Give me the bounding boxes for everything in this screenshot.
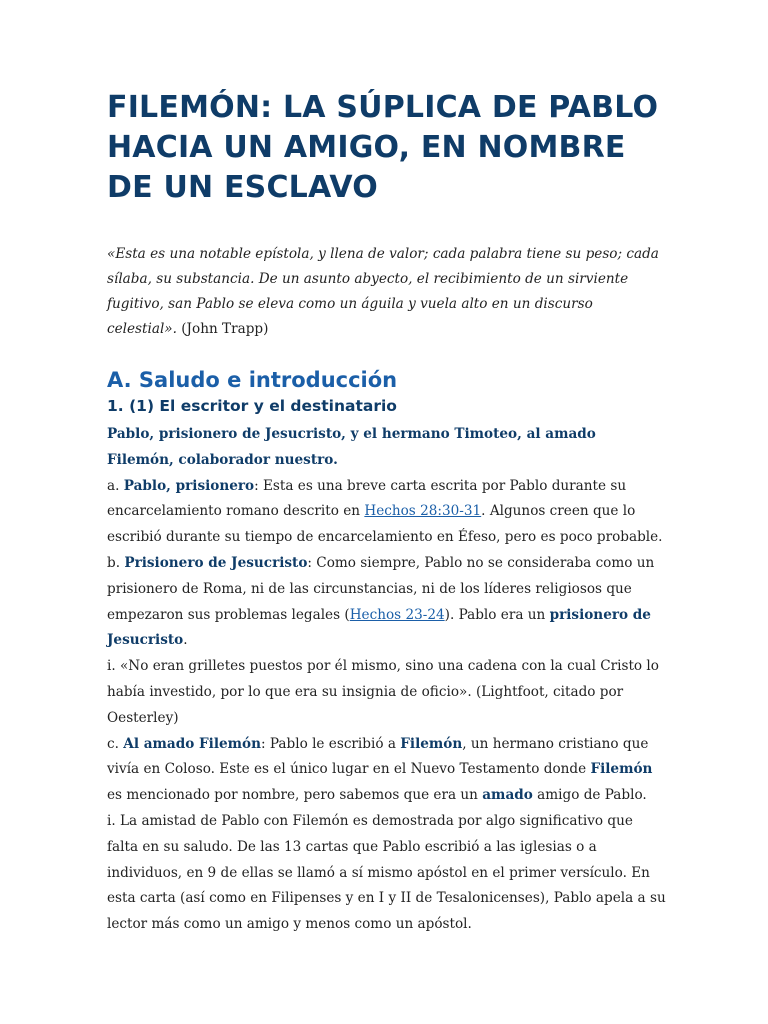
paragraph-a — [107, 474, 667, 551]
paragraph-a-text-2: . Algunos creen que lo escribió durante su tiempo de encarcelamiento en Éfeso, pero es poco probable. — [107, 503, 663, 546]
paragraph-c-text-1: : Pablo le escribió a — [260, 735, 401, 752]
quote-attribution: (John Trapp) — [176, 321, 269, 337]
paragraph-b-highlight-2: prisionero de Jesucristo — [107, 606, 651, 649]
paragraph-c-text-3: es mencionado por nombre, pero sabemos que era un — [107, 787, 483, 804]
section-heading: A. Saludo e introducción — [107, 368, 398, 392]
paragraph-c-highlight-2: Filemón — [400, 735, 463, 752]
paragraph-a-prefix: a. — [107, 477, 124, 494]
paragraph-a-text-1: : Esta es una breve carta escrita por Pablo durante su encarcelamiento romano descrito en — [107, 477, 627, 520]
paragraph-a-highlight: Pablo, prisionero — [123, 477, 255, 494]
paragraph-b-text-1: : Como siempre, Pablo no se consideraba como un prisionero de Roma, ni de las circunstancias, ni de los líderes religiosos que empezaron sus problemas legales ( — [107, 554, 655, 623]
scripture-verse: Pablo, prisionero de Jesucristo, y el hermano Timoteo, al amado Filemón, colaborador nuestro. — [107, 426, 596, 468]
paragraph-b-prefix: b. — [107, 554, 125, 571]
paragraph-b-text-3: . — [183, 632, 188, 649]
paragraph-c-text-4: amigo de Pablo. — [532, 787, 647, 804]
epigraph-quote — [107, 242, 667, 342]
paragraph-c — [107, 732, 667, 809]
subsection-heading: 1. (1) El escritor y el destinatario — [107, 397, 397, 415]
paragraph-c-prefix: c. — [107, 735, 124, 752]
link-hechos-23-24[interactable]: Hechos 23-24 — [349, 606, 445, 623]
document-page — [107, 88, 667, 938]
paragraph-c-highlight-3: Filemón — [590, 761, 653, 778]
paragraph-c-highlight-1: Al amado Filemón — [123, 735, 261, 752]
paragraph-b-text-2: ). Pablo era un — [444, 606, 550, 623]
paragraph-c-i: i. La amistad de Pablo con Filemón es demostrada por algo significativo que falta en su saludo. De las 13 cartas que Pablo escribió a las iglesias o a individuos, en 9 de ellas se llamó a sí mismo apóstol en el primer versículo. En esta carta (así como en Filipenses y en I y II de Tesalonicenses), Pablo apela a su lector más como un amigo y menos como un apóstol. — [107, 812, 666, 933]
paragraph-b-i: i. «No eran grilletes puestos por él mismo, sino una cadena con la cual Cristo lo había investido, por lo que era su insignia de oficio». (Lightfoot, citado por Oesterley) — [107, 658, 659, 726]
paragraph-b — [107, 551, 667, 654]
paragraph-c-text-2: , un hermano cristiano que vivía en Coloso. Este es el único lugar en el Nuevo Testamento donde — [107, 735, 649, 778]
document-title: FILEMÓN: LA SÚPLICA DE PABLO HACIA UN AMIGO, EN NOMBRE DE UN ESCLAVO — [107, 90, 659, 205]
paragraph-b-highlight-1: Prisionero de Jesucristo — [124, 554, 308, 571]
paragraph-c-highlight-4: amado — [482, 787, 533, 804]
quote-text: «Esta es una notable epístola, y llena de valor; cada palabra tiene su peso; cada sílaba, su substancia. De un asunto abyecto, el recibimiento de un sirviente fugitivo, san Pablo se eleva como un águila y vuela alto en un discurso celestial». — [107, 246, 659, 337]
link-hechos-28-30-31[interactable]: Hechos 28:30-31 — [364, 503, 482, 520]
